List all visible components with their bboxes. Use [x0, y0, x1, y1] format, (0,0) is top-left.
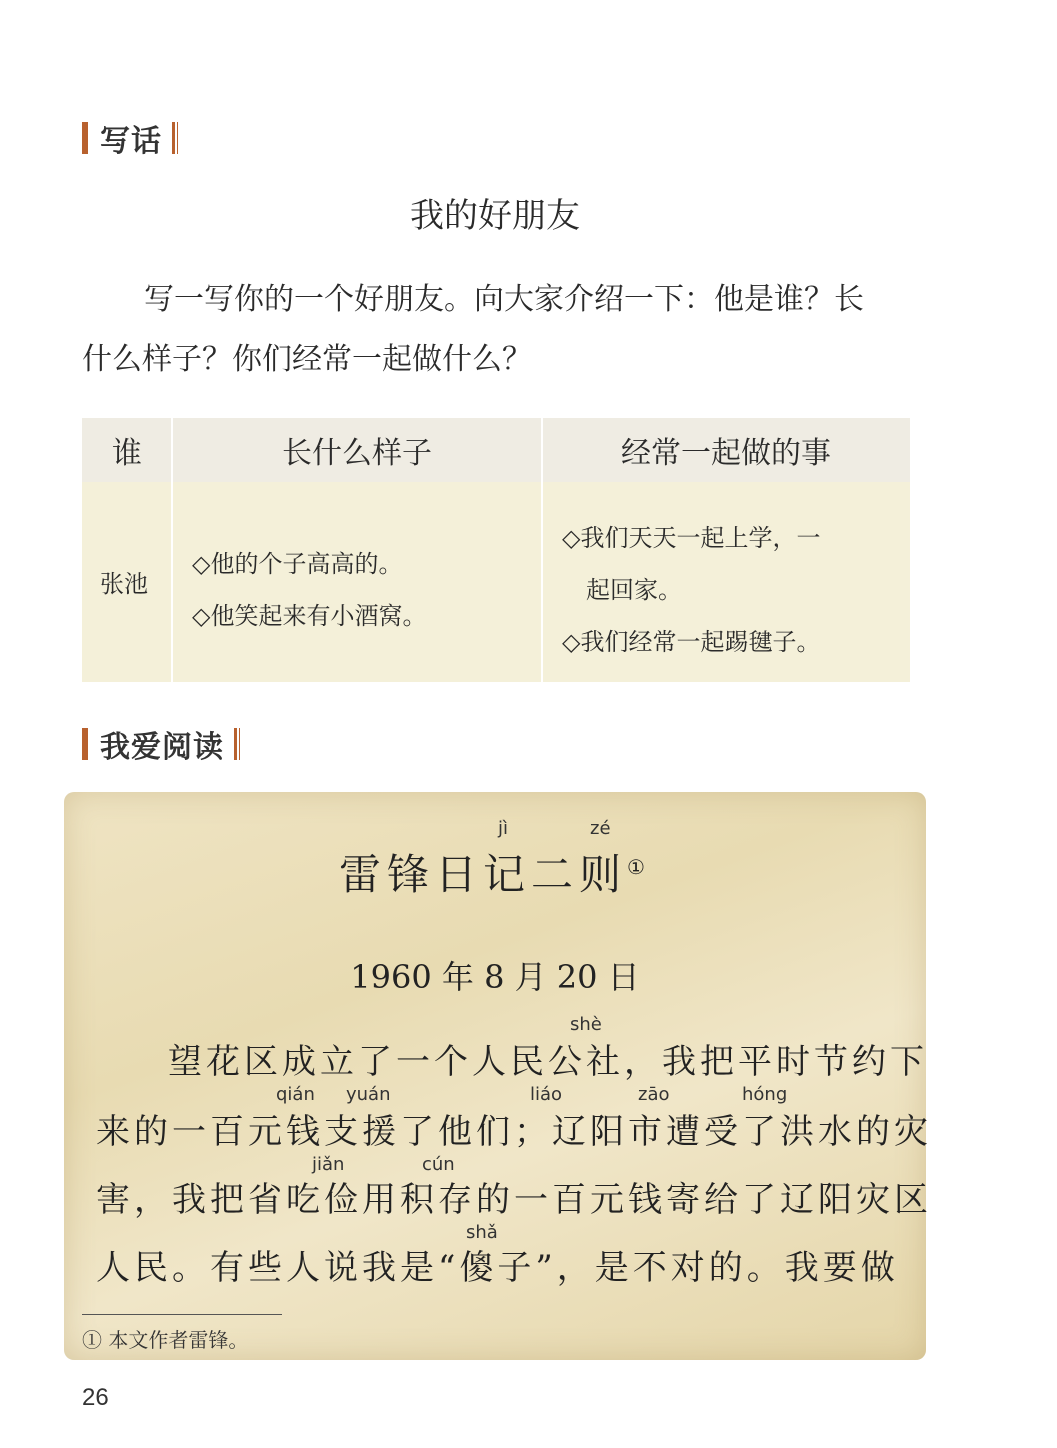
- text-line-3: 害，我把省吃俭用积存的一百元钱寄给了辽阳灾区: [96, 1180, 932, 1220]
- pinyin-liao: liáo: [530, 1084, 563, 1105]
- reading-card: [64, 792, 932, 1360]
- text-line-4: 人民。有些人说我是“傻子”，是不对的。我要做: [96, 1248, 899, 1288]
- section-header-writing: [82, 116, 178, 160]
- header-who: 谁: [82, 418, 172, 482]
- reading-title-text: 雷锋日记二则: [339, 850, 628, 899]
- activity-item-cont: 起回家。: [586, 576, 682, 604]
- pinyin-cun: cún: [422, 1154, 455, 1175]
- pinyin-qian: qián: [276, 1084, 315, 1105]
- writing-title: 我的好朋友: [410, 196, 580, 236]
- cell-looks: [172, 482, 542, 682]
- section-marker-right: [172, 122, 178, 154]
- pinyin-yuan: yuán: [346, 1084, 391, 1105]
- page-number: 26: [82, 1384, 109, 1411]
- activity-item: ◇我们天天一起上学，一: [562, 524, 821, 552]
- pinyin-jian: jiǎn: [312, 1154, 345, 1175]
- pinyin-hong: hóng: [742, 1084, 788, 1105]
- text-line-1: 望花区成立了一个人民公社，我把平时节约下: [168, 1042, 928, 1082]
- section-title: 写话: [100, 124, 162, 159]
- header-looks: 长什么样子: [172, 418, 542, 482]
- section-marker-right: [234, 728, 240, 760]
- activity-item: ◇我们经常一起踢毽子。: [562, 628, 821, 656]
- footnote-mark: ①: [627, 855, 651, 879]
- looks-item: ◇他的个子高高的。: [192, 550, 403, 578]
- pinyin-ze: zé: [590, 818, 611, 839]
- looks-item: ◇他笑起来有小酒窝。: [192, 602, 427, 630]
- friend-table: [82, 418, 910, 682]
- cell-who: [82, 482, 172, 682]
- prompt-line-2: 什么样子？你们经常一起做什么？: [82, 342, 532, 377]
- cell-who-text: 张池: [100, 570, 148, 598]
- pinyin-she: shè: [570, 1014, 602, 1035]
- section-title: 我爱阅读: [100, 730, 224, 765]
- pinyin-zao: zāo: [638, 1084, 670, 1105]
- pinyin-sha: shǎ: [466, 1222, 498, 1243]
- writing-prompt: [82, 270, 912, 390]
- table-divider: [541, 418, 543, 682]
- footnote-rule: [82, 1314, 282, 1315]
- footnote-text: ① 本文作者雷锋。: [82, 1328, 249, 1352]
- prompt-line-1: 写一写你的一个好朋友。向大家介绍一下：他是谁？长: [144, 282, 864, 317]
- cell-activities: [542, 482, 910, 682]
- pinyin-ji: jì: [498, 818, 509, 839]
- text-line-2: 来的一百元钱支援了他们；辽阳市遭受了洪水的灾: [96, 1112, 932, 1152]
- section-header-reading: [82, 722, 240, 766]
- table-divider: [171, 418, 173, 682]
- reading-title: [64, 842, 926, 902]
- diary-date: 1960 年 8 月 20 日: [350, 958, 640, 996]
- header-activities: 经常一起做的事: [542, 418, 910, 482]
